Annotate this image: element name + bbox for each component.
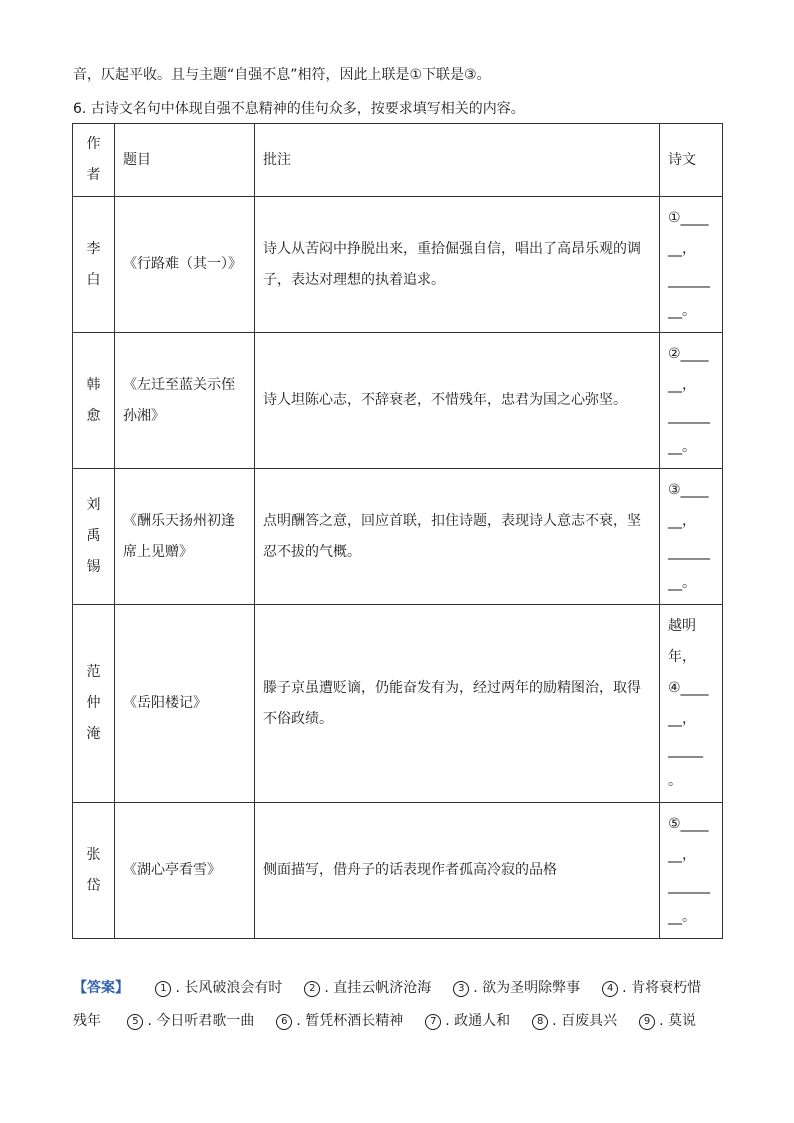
answer-number: 6 <box>276 1014 292 1030</box>
answer-text: 莫说 <box>667 1013 696 1029</box>
answer-number: 2 <box>304 981 320 997</box>
poem-blank-cell: 越明 年， ④____ __， _____ 。 <box>660 605 723 803</box>
answer-item: 2 . 直挂云帆济沧海 <box>304 977 431 997</box>
answer-line-1 <box>73 977 723 997</box>
poem-blank-cell: ③____ __， ______ __。 <box>660 469 723 605</box>
note-cell: 诗人从苦闷中挣脱出来，重拾倔强自信，唱出了高昂乐观的调子，表达对理想的执着追求。 <box>255 197 660 333</box>
answer-number: 3 <box>453 981 469 997</box>
note-cell: 侧面描写，借舟子的话表现作者孤高冷寂的品格 <box>255 803 660 939</box>
table-row <box>73 803 723 939</box>
answer-number: 9 <box>639 1014 655 1030</box>
author-cell: 韩 愈 <box>73 333 115 469</box>
table-row <box>73 197 723 333</box>
title-cell: 《左迁至蓝关示侄孙湘》 <box>115 333 255 469</box>
title-cell: 《岳阳楼记》 <box>115 605 255 803</box>
header-note: 批注 <box>255 124 660 197</box>
answer-number: 1 <box>155 981 171 997</box>
answer-text: 暂凭杯酒长精神 <box>305 1013 404 1029</box>
table-row <box>73 333 723 469</box>
author-cell: 范 仲 淹 <box>73 605 115 803</box>
answer-item: 3 . 欲为圣明除弊事 <box>453 977 580 997</box>
answer-text: 直挂云帆济沧海 <box>333 980 432 996</box>
author-cell: 刘 禹 锡 <box>73 469 115 605</box>
author-cell: 李 白 <box>73 197 115 333</box>
title-cell: 《湖心亭看雪》 <box>115 803 255 939</box>
answer-number: 8 <box>532 1014 548 1030</box>
answer-text: 长风破浪会有时 <box>184 980 283 996</box>
answer-item: 9 . 莫说 <box>639 1010 696 1030</box>
header-title: 题目 <box>115 124 255 197</box>
answer-text: 今日听君歌一曲 <box>156 1013 255 1029</box>
answer-text: 肯将衰朽惜 <box>631 980 702 996</box>
author-cell: 张 岱 <box>73 803 115 939</box>
answer-text: 政通人和 <box>454 1013 511 1029</box>
header-author: 作 者 <box>73 124 115 197</box>
poem-blank-cell: ①____ __， ______ __。 <box>660 197 723 333</box>
title-cell: 《行路难（其一）》 <box>115 197 255 333</box>
question-text: 6. 古诗文名句中体现自强不息精神的佳句众多，按要求填写相关的内容。 <box>73 101 525 117</box>
intro-text: 音，仄起平收。且与主题“自强不息”相符，因此上联是①下联是③。 <box>73 67 491 83</box>
answer-text: 欲为圣明除弊事 <box>482 980 581 996</box>
note-cell: 滕子京虽遭贬谪，仍能奋发有为，经过两年的励精图治，取得不俗政绩。 <box>255 605 660 803</box>
table-header-row <box>73 124 723 197</box>
answer-number: 5 <box>127 1014 143 1030</box>
answer-item: 5 . 今日听君歌一曲 <box>127 1010 254 1030</box>
title-cell: 《酬乐天扬州初逢席上见赠》 <box>115 469 255 605</box>
answer-number: 7 <box>425 1014 441 1030</box>
header-poem: 诗文 <box>660 124 723 197</box>
answer-item: 7 . 政通人和 <box>425 1010 510 1030</box>
note-cell: 点明酬答之意，回应首联，扣住诗题，表现诗人意志不衰，坚忍不拔的气概。 <box>255 469 660 605</box>
answer-item: 8 . 百废具兴 <box>532 1010 617 1030</box>
poem-blank-cell: ⑤____ __， ______ __。 <box>660 803 723 939</box>
answer-item: 6 . 暂凭杯酒长精神 <box>276 1010 403 1030</box>
note-cell: 诗人坦陈心志，不辞衰老，不惜残年，忠君为国之心弥坚。 <box>255 333 660 469</box>
answer-continuation: 残年 <box>73 1013 101 1029</box>
answer-line-2 <box>73 1010 718 1030</box>
table-row <box>73 469 723 605</box>
answer-item: 1 . 长风破浪会有时 <box>155 977 282 997</box>
answer-text: 百废具兴 <box>561 1013 618 1029</box>
answer-item: 4 . 肯将衰朽惜 <box>602 977 701 997</box>
poem-table <box>72 123 723 939</box>
poem-blank-cell: ②____ __， ______ __。 <box>660 333 723 469</box>
answer-label: 【答案】 <box>73 980 129 996</box>
table-row <box>73 605 723 803</box>
answer-number: 4 <box>602 981 618 997</box>
